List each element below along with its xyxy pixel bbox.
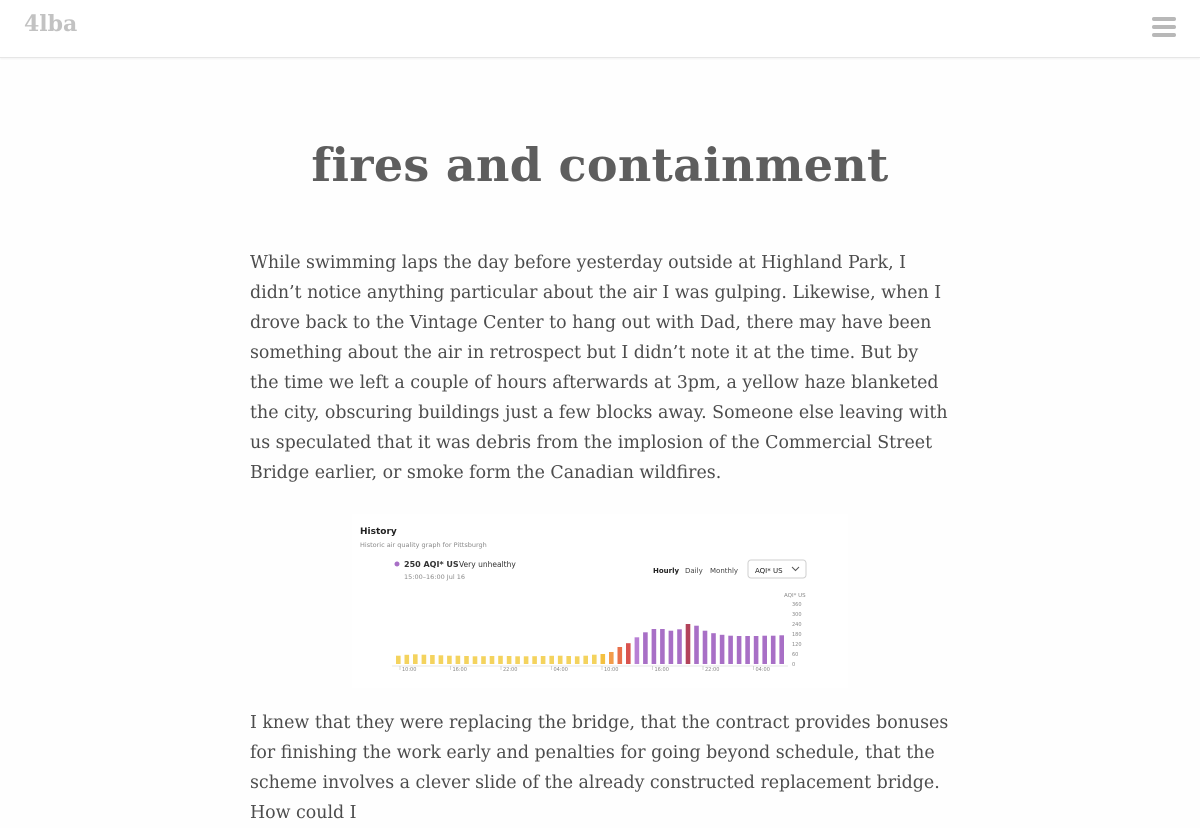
paragraph-1: While swimming laps the day before yesterday outside at Highland Park, I didn’t notice anything particular about the air I was gulping. Likewise, when I drove back to the Vintage Center to hang out with Dad, there may have been something about the air in retrospect but I didn’t note it at the time. But by the time we left a couple of hours afterwards at 3pm, a yellow haze blanketed the city, obscuring buildings just a few blocks away. Someone else leaving with us speculated that it was debris from the implosion of the Commercial Street Bridge earlier, or smoke form the Canadian wildfires. bbox=[250, 253, 948, 483]
chart-bar[interactable] bbox=[618, 647, 623, 664]
figure-subheading: Historic air quality graph for Pittsburgh bbox=[360, 541, 487, 549]
hamburger-menu-icon[interactable] bbox=[1152, 17, 1176, 39]
chart-bar[interactable] bbox=[686, 624, 691, 664]
chart-bar[interactable] bbox=[652, 629, 657, 664]
x-tick-label: 22:00 bbox=[705, 667, 720, 673]
aqi-unit-select-label: AQI* US bbox=[755, 567, 783, 575]
top-bar bbox=[0, 0, 1200, 58]
chart-bar[interactable] bbox=[422, 655, 427, 664]
chart-bar[interactable] bbox=[405, 655, 410, 664]
x-tick-label: 10:00 bbox=[604, 667, 619, 673]
chart-bar[interactable] bbox=[635, 637, 640, 664]
menu-bar-line bbox=[1152, 25, 1176, 29]
chart-bar[interactable] bbox=[532, 656, 537, 664]
y-tick-label: 120 bbox=[792, 642, 802, 648]
chart-bar[interactable] bbox=[515, 656, 520, 664]
chart-bar[interactable] bbox=[754, 636, 759, 664]
chart-bar[interactable] bbox=[643, 632, 648, 664]
chart-bar[interactable] bbox=[524, 656, 529, 664]
chart-bar[interactable] bbox=[771, 636, 776, 664]
reading-value: 250 AQI* US bbox=[404, 560, 459, 569]
menu-bar-line bbox=[1152, 33, 1176, 37]
menu-bar-line bbox=[1152, 17, 1176, 21]
chart-bar[interactable] bbox=[490, 656, 495, 664]
chart-bar[interactable] bbox=[481, 656, 486, 664]
chart-bar[interactable] bbox=[609, 652, 614, 664]
post-title: fires and containment bbox=[311, 138, 889, 192]
chart-bar[interactable] bbox=[711, 633, 716, 664]
chart-bar[interactable] bbox=[660, 629, 665, 664]
chart-bar[interactable] bbox=[592, 655, 597, 664]
chart-bar[interactable] bbox=[737, 636, 742, 664]
x-ticks-group bbox=[392, 666, 788, 673]
x-tick-label: 04:00 bbox=[553, 667, 568, 673]
chart-bar[interactable] bbox=[566, 656, 571, 664]
tab-daily[interactable]: Daily bbox=[685, 567, 703, 575]
chart-bar[interactable] bbox=[473, 656, 478, 664]
y-tick-label: 0 bbox=[792, 662, 796, 668]
paragraph-2: I knew that they were replacing the bridge, that the contract provides bonuses for finishing the work early and penalties for going beyond schedule, that the scheme involves a clever slide of the already constructed replacement bridge. How could I bbox=[250, 713, 949, 823]
chart-bar[interactable] bbox=[413, 654, 418, 664]
chart-bar[interactable] bbox=[669, 631, 674, 664]
reading-time: 15:00–16:00 Jul 16 bbox=[404, 573, 465, 581]
reading-status: Very unhealthy bbox=[459, 560, 516, 569]
figure-heading: History bbox=[360, 527, 397, 537]
chart-bar[interactable] bbox=[694, 626, 699, 664]
chart-bar[interactable] bbox=[583, 656, 588, 664]
chart-bar[interactable] bbox=[507, 656, 512, 664]
chart-bar[interactable] bbox=[728, 636, 733, 664]
y-tick-label: 300 bbox=[792, 612, 802, 618]
chart-bar[interactable] bbox=[439, 655, 444, 664]
chart-bar[interactable] bbox=[498, 656, 503, 664]
chart-bar[interactable] bbox=[720, 635, 725, 664]
chart-bar[interactable] bbox=[745, 636, 750, 664]
chart-bar[interactable] bbox=[447, 656, 452, 664]
air-quality-figure bbox=[352, 514, 848, 688]
y-tick-label: 240 bbox=[792, 622, 802, 628]
x-tick-label: 04:00 bbox=[755, 667, 770, 673]
x-tick-label: 22:00 bbox=[503, 667, 518, 673]
chart-bar[interactable] bbox=[575, 656, 580, 664]
chart-bar[interactable] bbox=[430, 655, 435, 664]
chart-bar[interactable] bbox=[396, 656, 401, 664]
y-tick-label: 360 bbox=[792, 602, 802, 608]
x-tick-label: 16:00 bbox=[452, 667, 467, 673]
y-tick-label: 60 bbox=[792, 652, 799, 658]
chart-bar[interactable] bbox=[601, 654, 606, 664]
y-tick-label: 180 bbox=[792, 632, 802, 638]
chart-bar[interactable] bbox=[541, 656, 546, 664]
reading-dot bbox=[395, 562, 400, 567]
x-tick-label: 16:00 bbox=[654, 667, 669, 673]
chart-bar[interactable] bbox=[677, 629, 682, 664]
bars-group bbox=[396, 624, 784, 664]
site-logo[interactable]: 4lba bbox=[24, 11, 78, 37]
chart-bar[interactable] bbox=[703, 631, 708, 664]
chart-bar[interactable] bbox=[762, 636, 767, 664]
chart-bar[interactable] bbox=[626, 643, 631, 664]
chart-bar[interactable] bbox=[779, 635, 784, 664]
tab-monthly[interactable]: Monthly bbox=[710, 567, 739, 575]
chart-bar[interactable] bbox=[456, 656, 461, 664]
chart-bar[interactable] bbox=[549, 656, 554, 664]
y-axis-label: AQI* US bbox=[784, 593, 806, 599]
tab-hourly[interactable]: Hourly bbox=[653, 567, 680, 575]
y-ticks-group bbox=[792, 602, 802, 668]
chart-bar[interactable] bbox=[464, 656, 469, 664]
air-quality-chart bbox=[352, 514, 848, 688]
x-tick-label: 10:00 bbox=[402, 667, 417, 673]
chart-bar[interactable] bbox=[558, 656, 563, 664]
